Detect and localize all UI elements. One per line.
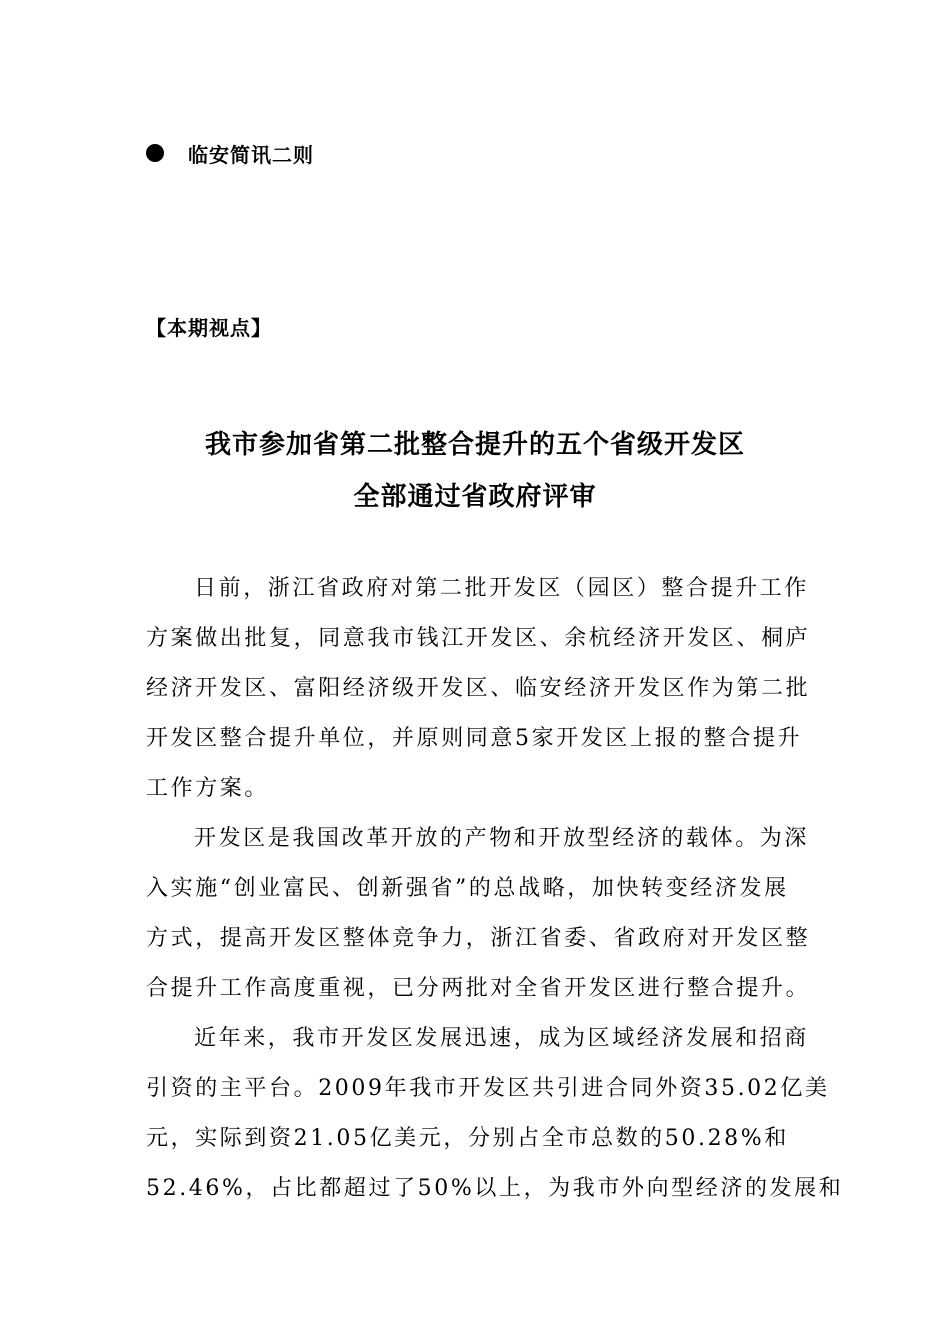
paragraph-line: 近年来，我市开发区发展迅速，成为区域经济发展和招商 — [194, 1026, 810, 1051]
paragraph-line: 合提升工作高度重视，已分两批对全省开发区进行整合提升。 — [146, 976, 811, 1001]
headline-line-2: 全部通过省政府评审 — [353, 482, 597, 512]
bullet-heading — [146, 136, 314, 170]
paragraph-line: 开发区整合提升单位，并原则同意5家开发区上报的整合提升 — [146, 726, 803, 751]
paragraph-line: 方案做出批复，同意我市钱江开发区、余杭经济开发区、桐庐 — [146, 626, 811, 651]
paragraph-line: 方式，提高开发区整体竞争力，浙江省委、省政府对开发区整 — [146, 926, 811, 951]
paragraph-line: 经济开发区、富阳经济级开发区、临安经济开发区作为第二批 — [146, 676, 811, 701]
bullet-heading-text: 临安简讯二则 — [188, 142, 314, 167]
paragraph-line: 52.46%，占比都超过了50%以上，为我市外向型经济的发展和 — [146, 1176, 844, 1201]
paragraph-line: 元，实际到资21.05亿美元，分别占全市总数的50.28%和 — [146, 1126, 789, 1151]
paragraph-line: 开发区是我国改革开放的产物和开放型经济的载体。为深 — [194, 826, 810, 851]
bullet-dot-icon — [146, 144, 164, 162]
section-label: 【本期视点】 — [146, 316, 272, 340]
paragraph-line: 入实施“创业富民、创新强省”的总战略，加快转变经济发展 — [146, 876, 789, 901]
paragraph-line: 工作方案。 — [146, 776, 270, 801]
paragraph-line: 引资的主平台。2009年我市开发区共引进合同外资35.02亿美 — [146, 1076, 830, 1101]
headline-line-1: 我市参加省第二批整合提升的五个省级开发区 — [204, 430, 745, 460]
paragraph-line: 日前，浙江省政府对第二批开发区（园区）整合提升工作 — [194, 576, 810, 601]
